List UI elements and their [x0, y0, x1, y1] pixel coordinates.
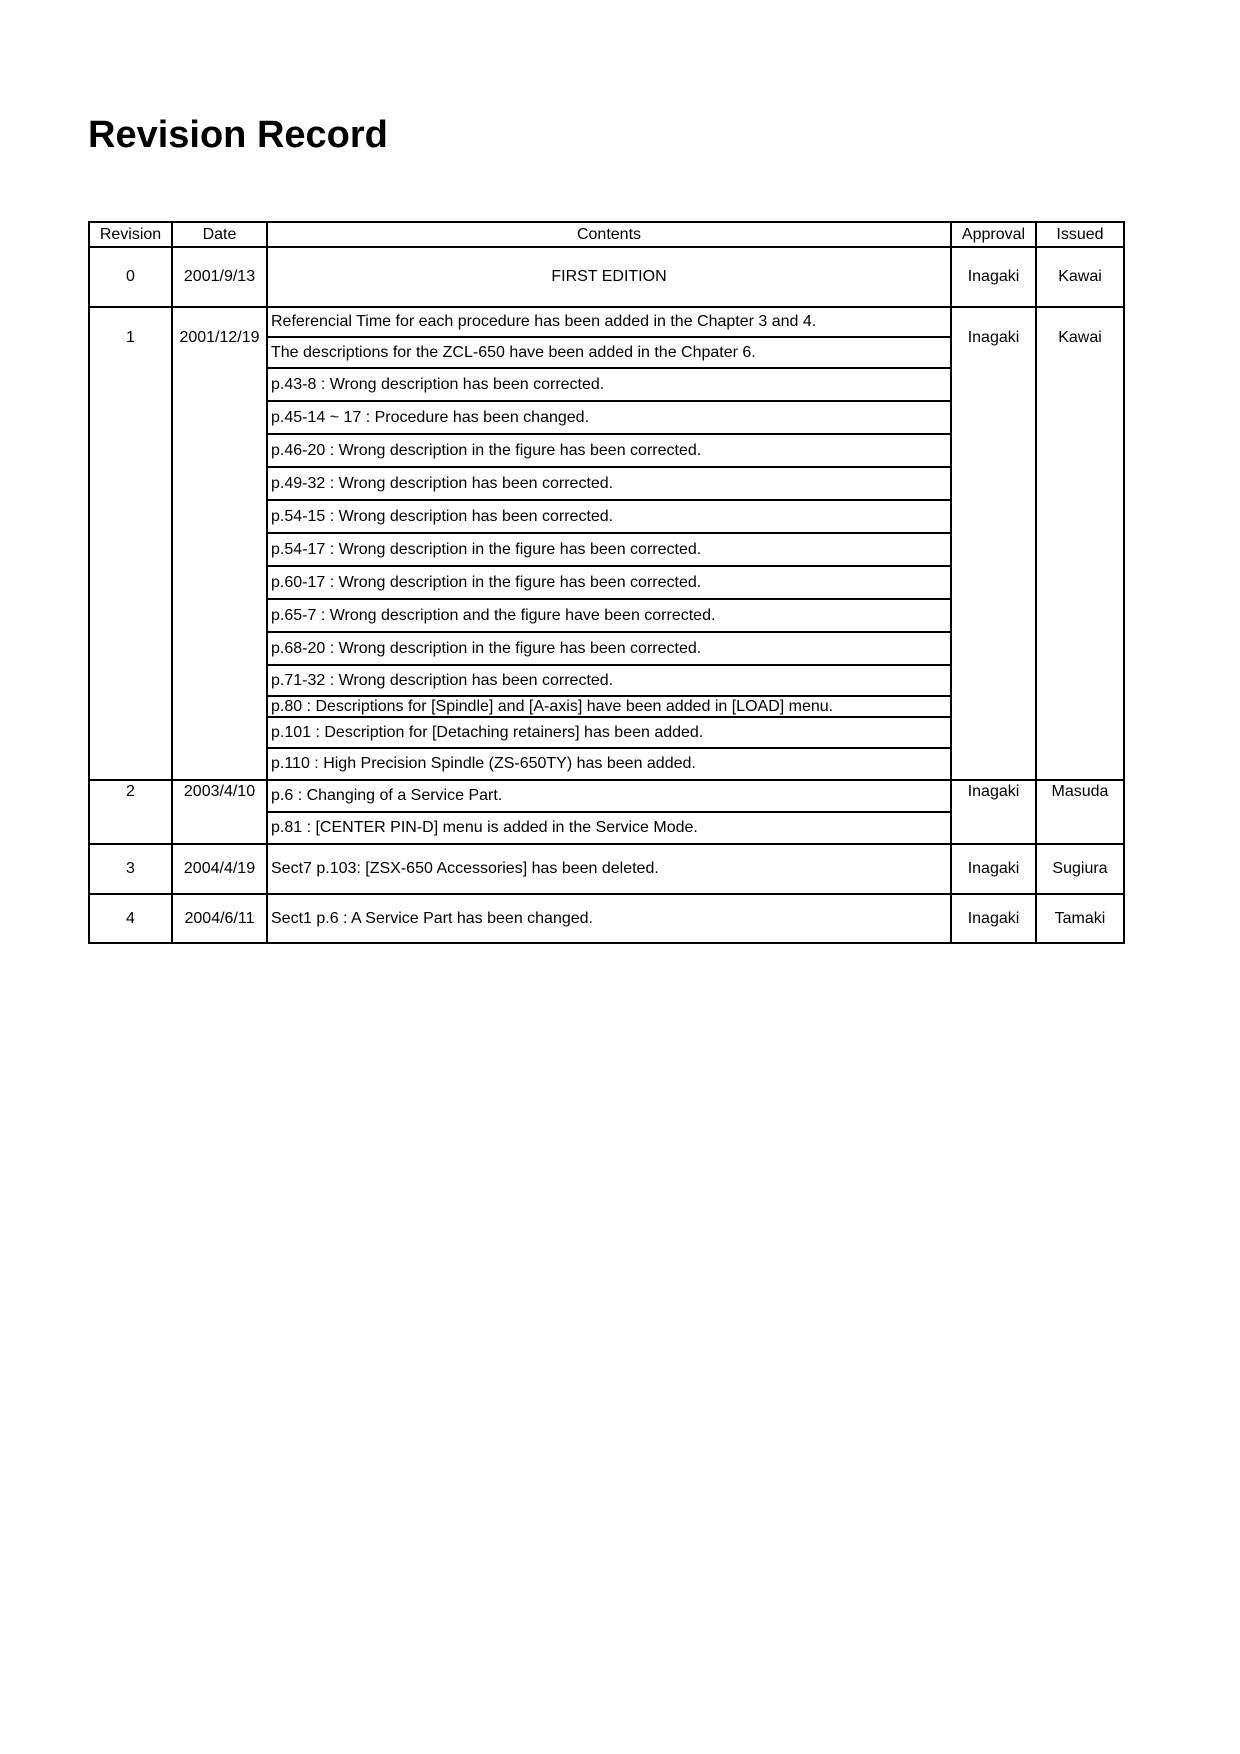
revision-date: 2004/4/19 [172, 844, 267, 894]
revision-number: 1 [89, 307, 172, 780]
revision-issued: Kawai [1036, 307, 1124, 780]
revision-contents-item: p.45-14 ~ 17 : Procedure has been changed. [267, 401, 951, 434]
revision-date: 2001/9/13 [172, 247, 267, 307]
table-row [89, 780, 1124, 812]
revision-number: 0 [89, 247, 172, 307]
revision-contents-item: p.71-32 : Wrong description has been corrected. [267, 665, 951, 696]
revision-contents-item: p.54-15 : Wrong description has been corrected. [267, 500, 951, 533]
revision-number: 3 [89, 844, 172, 894]
header-row [89, 222, 1124, 247]
revision-contents-item: p.54-17 : Wrong description in the figure has been corrected. [267, 533, 951, 566]
table-row [89, 844, 1124, 894]
revision-issued: Masuda [1036, 780, 1124, 844]
revision-date: 2004/6/11 [172, 894, 267, 943]
table-row [89, 247, 1124, 307]
revision-number: 2 [89, 780, 172, 844]
revision-contents-item: p.110 : High Precision Spindle (ZS-650TY) has been added. [267, 748, 951, 780]
revision-contents-item: Sect7 p.103: [ZSX-650 Accessories] has been deleted. [267, 844, 951, 894]
header-revision: Revision [89, 222, 172, 247]
revision-issued: Sugiura [1036, 844, 1124, 894]
revision-contents-item: p.81 : [CENTER PIN-D] menu is added in the Service Mode. [267, 812, 951, 844]
table-row [89, 894, 1124, 943]
revision-approval: Inagaki [951, 894, 1036, 943]
revision-contents-item: The descriptions for the ZCL-650 have been added in the Chpater 6. [267, 337, 951, 368]
revision-contents-item: p.60-17 : Wrong description in the figure has been corrected. [267, 566, 951, 599]
table-row [89, 307, 1124, 337]
revision-contents-item: p.43-8 : Wrong description has been corrected. [267, 368, 951, 401]
header-date: Date [172, 222, 267, 247]
revision-contents-item: p.65-7 : Wrong description and the figure have been corrected. [267, 599, 951, 632]
revision-contents-item: p.49-32 : Wrong description has been corrected. [267, 467, 951, 500]
header-issued: Issued [1036, 222, 1124, 247]
revision-issued: Tamaki [1036, 894, 1124, 943]
revision-table [88, 221, 1125, 944]
header-contents: Contents [267, 222, 951, 247]
revision-contents-item: Referencial Time for each procedure has been added in the Chapter 3 and 4. [267, 307, 951, 337]
revision-approval: Inagaki [951, 780, 1036, 844]
revision-issued: Kawai [1036, 247, 1124, 307]
revision-approval: Inagaki [951, 307, 1036, 780]
revision-contents: FIRST EDITION [267, 247, 951, 307]
revision-contents-item: p.80 : Descriptions for [Spindle] and [A-axis] have been added in [LOAD] menu. [267, 696, 951, 717]
revision-date: 2001/12/19 [172, 307, 267, 780]
revision-approval: Inagaki [951, 844, 1036, 894]
revision-date: 2003/4/10 [172, 780, 267, 844]
revision-contents-item: p.68-20 : Wrong description in the figure has been corrected. [267, 632, 951, 665]
revision-contents-item: p.46-20 : Wrong description in the figure has been corrected. [267, 434, 951, 467]
revision-contents-item: p.6 : Changing of a Service Part. [267, 780, 951, 812]
page-title: Revision Record [88, 114, 388, 156]
revision-number: 4 [89, 894, 172, 943]
revision-contents-item: Sect1 p.6 : A Service Part has been changed. [267, 894, 951, 943]
revision-approval: Inagaki [951, 247, 1036, 307]
revision-contents-item: p.101 : Description for [Detaching retainers] has been added. [267, 717, 951, 748]
header-approval: Approval [951, 222, 1036, 247]
